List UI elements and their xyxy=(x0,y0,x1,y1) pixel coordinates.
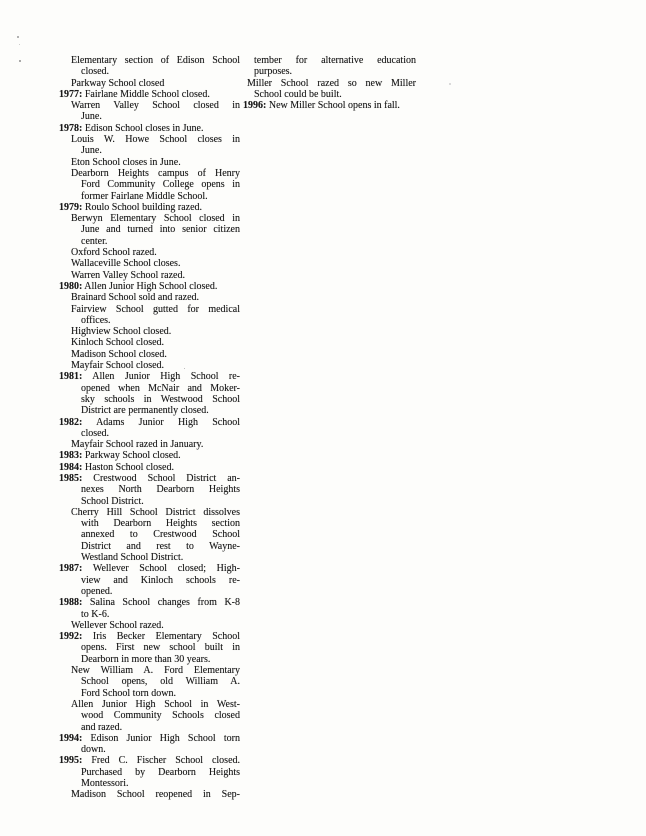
timeline-entry xyxy=(59,665,240,699)
line-text: New William A. Ford Elementary xyxy=(71,665,240,677)
timeline-entry-1996 xyxy=(243,100,416,111)
line-text: Madison School reopened in Sep- xyxy=(71,789,240,801)
text-line xyxy=(243,89,416,100)
line-text: former Fairlane Middle School. xyxy=(81,190,208,202)
line-text: Edison Junior High School torn xyxy=(90,732,240,744)
text-line xyxy=(59,563,240,574)
text-line xyxy=(59,281,240,292)
line-text: Westland School District. xyxy=(81,552,184,564)
line-text: Oxford School razed. xyxy=(71,247,157,259)
timeline-entry xyxy=(59,789,240,800)
text-line xyxy=(59,258,240,269)
text-line xyxy=(59,439,240,450)
text-line xyxy=(59,89,240,100)
line-text: Parkway School closed xyxy=(71,77,165,89)
text-line xyxy=(59,552,240,563)
timeline-entry xyxy=(59,326,240,337)
text-line xyxy=(59,405,240,416)
line-text: Warren Valley School razed. xyxy=(71,269,185,281)
text-line xyxy=(59,462,240,473)
text-line xyxy=(243,100,416,111)
line-text: Ford School torn down. xyxy=(81,687,176,699)
text-line xyxy=(59,755,240,766)
line-text: closed. xyxy=(81,66,110,78)
text-line xyxy=(59,326,240,337)
line-text: center. xyxy=(81,235,108,247)
text-line xyxy=(59,529,240,540)
text-line xyxy=(59,55,240,66)
timeline-entry-1994 xyxy=(59,733,240,756)
line-text: offices. xyxy=(81,314,111,326)
text-line xyxy=(59,337,240,348)
text-line xyxy=(59,383,240,394)
timeline-column-left xyxy=(59,55,240,801)
year-label: 1981: xyxy=(59,371,83,383)
text-line xyxy=(59,507,240,518)
line-text: opens. First new school built in xyxy=(81,642,240,654)
text-line xyxy=(243,66,416,77)
timeline-entry xyxy=(59,213,240,247)
line-text: Berwyn Elementary School closed in xyxy=(71,213,240,225)
line-text: Eton School closes in June. xyxy=(71,156,181,168)
line-text: District and rest to Wayne- xyxy=(81,540,240,552)
text-line xyxy=(59,541,240,552)
line-text: nexes North Dearborn Heights xyxy=(81,484,240,496)
text-line xyxy=(59,213,240,224)
text-line xyxy=(59,315,240,326)
line-text: Ford Community College opens in xyxy=(81,179,240,191)
timeline-entry xyxy=(59,55,240,78)
line-text: June. xyxy=(81,111,102,123)
text-line xyxy=(59,371,240,382)
line-text: School District. xyxy=(81,495,144,507)
line-text: Dearborn in more than 30 years. xyxy=(81,653,211,665)
year-label: 1994: xyxy=(59,732,83,744)
line-text: Wellever School razed. xyxy=(71,619,164,631)
text-line xyxy=(59,304,240,315)
timeline-entry xyxy=(59,349,240,360)
text-line xyxy=(59,778,240,789)
text-line xyxy=(59,654,240,665)
line-text: New Miller School opens in fall. xyxy=(268,100,400,112)
text-line xyxy=(59,631,240,642)
text-line xyxy=(59,473,240,484)
line-text: Warren Valley School closed in xyxy=(71,100,240,112)
line-text: to K-6. xyxy=(81,608,110,620)
timeline-entry xyxy=(59,360,240,371)
line-text: Louis W. Howe School closes in xyxy=(71,134,240,146)
year-label: 1982: xyxy=(59,416,83,428)
line-text: Brainard School sold and razed. xyxy=(71,292,200,304)
timeline-entry-1978 xyxy=(59,123,240,134)
text-line xyxy=(59,292,240,303)
text-line xyxy=(59,450,240,461)
line-text: Miller School razed so new Miller xyxy=(247,77,416,89)
line-text: Dearborn Heights campus of Henry xyxy=(71,167,240,179)
line-text: Roulo School building razed. xyxy=(84,201,203,213)
line-text: Elementary section of Edison School xyxy=(71,55,240,66)
line-text: June and turned into senior citizen xyxy=(81,224,240,236)
timeline-entry xyxy=(243,78,416,101)
text-line xyxy=(59,145,240,156)
timeline-entry xyxy=(243,55,416,78)
line-text: and razed. xyxy=(81,721,123,733)
timeline-entry xyxy=(59,270,240,281)
text-line xyxy=(59,236,240,247)
text-line xyxy=(59,733,240,744)
line-text: Salina School changes from K-8 xyxy=(89,597,240,609)
line-text: Kinloch School closed. xyxy=(71,337,165,349)
line-text: Wellever School closed; High- xyxy=(92,563,240,575)
line-text: Iris Becker Elementary School xyxy=(92,631,241,643)
text-line xyxy=(59,247,240,258)
timeline-entry xyxy=(59,620,240,631)
text-line xyxy=(59,360,240,371)
text-line xyxy=(59,586,240,597)
text-line xyxy=(59,710,240,721)
timeline-entry xyxy=(59,304,240,327)
line-text: Fairview School gutted for medical xyxy=(71,303,240,315)
year-label: 1992: xyxy=(59,631,83,643)
text-line xyxy=(59,270,240,281)
text-line xyxy=(59,642,240,653)
year-label: 1977: xyxy=(59,88,83,100)
year-label: 1987: xyxy=(59,563,83,575)
scan-speck xyxy=(184,368,185,369)
line-text: Haston School closed. xyxy=(84,461,174,473)
line-text: wood Community Schools closed xyxy=(81,710,240,722)
text-line xyxy=(59,688,240,699)
year-label: 1984: xyxy=(59,461,83,473)
line-text: June. xyxy=(81,145,102,157)
text-line xyxy=(59,676,240,687)
line-text: District are permanently closed. xyxy=(81,405,209,417)
line-text: opened when McNair and Moker- xyxy=(81,382,240,394)
text-line xyxy=(59,620,240,631)
line-text: Wallaceville School closes. xyxy=(71,258,181,270)
timeline-entry xyxy=(59,337,240,348)
text-line xyxy=(59,191,240,202)
scan-speck xyxy=(19,44,20,45)
text-line xyxy=(59,349,240,360)
timeline-entry-1992 xyxy=(59,631,240,665)
text-line xyxy=(59,78,240,89)
timeline-entry xyxy=(59,258,240,269)
text-line xyxy=(59,202,240,213)
timeline-entry xyxy=(59,168,240,202)
text-line xyxy=(59,417,240,428)
timeline-entry xyxy=(59,100,240,123)
timeline-entry xyxy=(59,507,240,563)
timeline-entry xyxy=(59,247,240,258)
text-line xyxy=(59,722,240,733)
timeline-entry-1988 xyxy=(59,597,240,620)
line-text: closed. xyxy=(81,427,110,439)
timeline-entry-1985 xyxy=(59,473,240,507)
line-text: Montessori. xyxy=(81,778,129,789)
text-line xyxy=(59,100,240,111)
timeline-column-right xyxy=(243,55,416,111)
year-label: 1995: xyxy=(59,755,83,767)
scan-speck xyxy=(19,60,21,62)
line-text: Allen Junior High School closed. xyxy=(84,280,218,292)
timeline-entry-1987 xyxy=(59,563,240,597)
line-text: Mayfair School razed in January. xyxy=(71,439,204,451)
timeline-entry-1995 xyxy=(59,755,240,789)
timeline-entry-1977 xyxy=(59,89,240,100)
line-text: Cherry Hill School District dissolves xyxy=(71,506,240,518)
text-line xyxy=(59,134,240,145)
text-line xyxy=(59,496,240,507)
scan-speck xyxy=(17,36,19,38)
line-text: Allen Junior High School re- xyxy=(92,371,240,383)
text-line xyxy=(59,744,240,755)
line-text: Parkway School closed. xyxy=(84,450,181,462)
text-line xyxy=(243,78,416,89)
timeline-entry-1981 xyxy=(59,371,240,416)
text-line xyxy=(59,111,240,122)
text-line xyxy=(59,157,240,168)
line-text: Adams Junior High School xyxy=(96,416,241,428)
line-text: Madison School closed. xyxy=(71,348,167,360)
scan-speck xyxy=(449,83,451,85)
line-text: School could be built. xyxy=(254,88,342,100)
timeline-entry-1980 xyxy=(59,281,240,292)
text-line xyxy=(59,179,240,190)
line-text: Mayfair School closed. xyxy=(71,360,165,372)
line-text: annexed to Crestwood School xyxy=(81,529,240,541)
year-label: 1979: xyxy=(59,201,83,213)
text-line xyxy=(59,123,240,134)
line-text: Purchased by Dearborn Heights xyxy=(81,766,240,778)
timeline-entry xyxy=(59,78,240,89)
line-text: tember for alternative education xyxy=(254,55,416,66)
timeline-entry-1984 xyxy=(59,462,240,473)
line-text: opened. xyxy=(81,585,113,597)
line-text: purposes. xyxy=(254,66,293,78)
line-text: view and Kinloch schools re- xyxy=(81,574,240,586)
timeline-entry-1983 xyxy=(59,450,240,461)
line-text: School opens, old William A. xyxy=(81,676,240,688)
text-line xyxy=(59,66,240,77)
line-text: Allen Junior High School in West- xyxy=(71,698,240,710)
line-text: down. xyxy=(81,744,106,756)
timeline-entry xyxy=(59,699,240,733)
text-line xyxy=(59,224,240,235)
year-label: 1988: xyxy=(59,597,83,609)
line-text: Fairlane Middle School closed. xyxy=(84,88,210,100)
text-line xyxy=(59,699,240,710)
year-label: 1983: xyxy=(59,450,83,462)
line-text: Fred C. Fischer School closed. xyxy=(91,755,241,767)
text-line xyxy=(59,484,240,495)
timeline-entry-1982 xyxy=(59,417,240,440)
timeline-entry xyxy=(59,292,240,303)
text-line xyxy=(59,767,240,778)
line-text: Edison School closes in June. xyxy=(84,122,204,134)
text-line xyxy=(59,789,240,800)
line-text: Crestwood School District an- xyxy=(93,472,241,484)
year-label: 1978: xyxy=(59,122,83,134)
text-line xyxy=(59,168,240,179)
text-line xyxy=(59,575,240,586)
year-label: 1980: xyxy=(59,280,83,292)
text-line xyxy=(59,518,240,529)
year-label: 1996: xyxy=(243,100,267,112)
text-line xyxy=(59,428,240,439)
line-text: with Dearborn Heights section xyxy=(81,518,240,530)
timeline-entry-1979 xyxy=(59,202,240,213)
text-line xyxy=(243,55,416,66)
year-label: 1985: xyxy=(59,472,83,484)
line-text: sky schools in Westwood School xyxy=(81,393,240,405)
line-text: Highview School closed. xyxy=(71,326,172,338)
text-line xyxy=(59,609,240,620)
timeline-entry xyxy=(59,134,240,157)
timeline-entry xyxy=(59,157,240,168)
text-line xyxy=(59,665,240,676)
timeline-entry xyxy=(59,439,240,450)
text-line xyxy=(59,597,240,608)
text-line xyxy=(59,394,240,405)
